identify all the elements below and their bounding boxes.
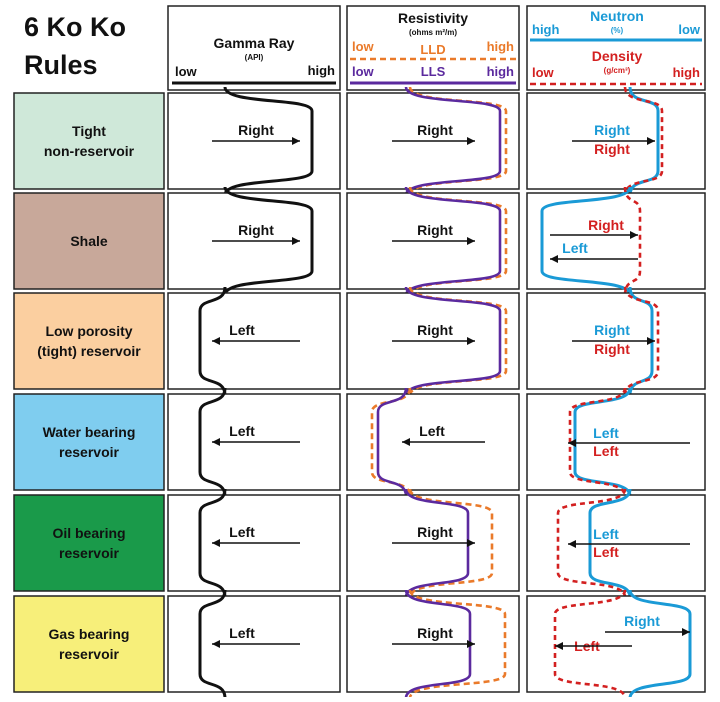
row-3-resistivity-label: Left — [419, 423, 445, 439]
row-1-resistivity-label: Right — [417, 222, 453, 238]
row-4-resistivity-label: Right — [417, 524, 453, 540]
row-5-porosity-panel — [527, 596, 705, 692]
row-2-neutron-label: Right — [594, 322, 630, 338]
row-4-label-line-0: Oil bearing — [52, 525, 126, 541]
row-1-neutron-label: Left — [562, 240, 588, 256]
density-unit: (g/cm³) — [603, 66, 631, 75]
row-5-neutron-label: Right — [624, 613, 660, 629]
row-5-gamma-label: Left — [229, 625, 255, 641]
lld-name: LLD — [420, 42, 446, 57]
row-5-label-line-0: Gas bearing — [48, 626, 130, 642]
row-5-label-cell — [14, 596, 164, 692]
row-0-label-cell — [14, 93, 164, 189]
row-0-resistivity-label: Right — [417, 122, 453, 138]
row-1-density-label: Right — [588, 217, 624, 233]
gamma-low-label: low — [175, 64, 197, 79]
row-3-label-cell — [14, 394, 164, 490]
row-0-density-label: Right — [594, 141, 630, 157]
gamma-high-label: high — [307, 63, 335, 78]
density-low-label: low — [532, 65, 554, 80]
row-0-label-line-0: Tight — [72, 123, 106, 139]
neutron-low-label: low — [678, 22, 700, 37]
row-4-gamma-label: Left — [229, 524, 255, 540]
neutron-unit: (%) — [610, 26, 624, 35]
row-1-label-line-0: Shale — [70, 233, 108, 249]
row-4-label-cell — [14, 495, 164, 591]
row-2-resistivity-label: Right — [417, 322, 453, 338]
row-1-porosity-panel — [527, 193, 705, 289]
row-3-density-label: Left — [593, 443, 619, 459]
gamma-unit: (API) — [244, 53, 264, 62]
resistivity-title: Resistivity — [397, 10, 469, 26]
row-2-density-label: Right — [594, 341, 630, 357]
row-3-gamma-label: Left — [229, 423, 255, 439]
row-5-density-label: Left — [574, 638, 600, 654]
neutron-name: Neutron — [590, 8, 644, 24]
resistivity-unit: (ohms m²/m) — [409, 28, 457, 37]
row-0-label-line-1: non-reservoir — [43, 143, 135, 159]
row-1-gamma-label: Right — [238, 222, 274, 238]
lld-low-label: low — [352, 39, 374, 54]
lld-high-label: high — [486, 39, 514, 54]
lls-name: LLS — [420, 64, 446, 79]
neutron-high-label: high — [532, 22, 560, 37]
row-4-density-label: Left — [593, 544, 619, 560]
title-line2: Rules — [24, 50, 98, 80]
lls-low-label: low — [352, 64, 374, 79]
row-4-porosity-panel — [527, 495, 705, 591]
row-3-neutron-label: Left — [593, 425, 619, 441]
row-3-label-line-0: Water bearing — [42, 424, 136, 440]
row-2-label-line-1: (tight) reservoir — [37, 343, 141, 359]
row-2-label-line-0: Low porosity — [45, 323, 133, 339]
density-name: Density — [591, 48, 643, 64]
rows-layer — [14, 87, 705, 697]
row-0-gamma-label: Right — [238, 122, 274, 138]
row-5-label-line-1: reservoir — [59, 646, 119, 662]
row-4-neutron-label: Left — [593, 526, 619, 542]
row-4-label-line-1: reservoir — [59, 545, 119, 561]
row-3-porosity-panel — [527, 394, 705, 490]
lls-high-label: high — [486, 64, 514, 79]
row-2-label-cell — [14, 293, 164, 389]
row-0-neutron-label: Right — [594, 122, 630, 138]
row-2-gamma-label: Left — [229, 322, 255, 338]
title-line1: 6 Ko Ko — [24, 12, 127, 42]
row-5-resistivity-label: Right — [417, 625, 453, 641]
density-high-label: high — [672, 65, 700, 80]
row-3-label-line-1: reservoir — [59, 444, 119, 460]
gamma-title: Gamma Ray — [213, 35, 295, 51]
